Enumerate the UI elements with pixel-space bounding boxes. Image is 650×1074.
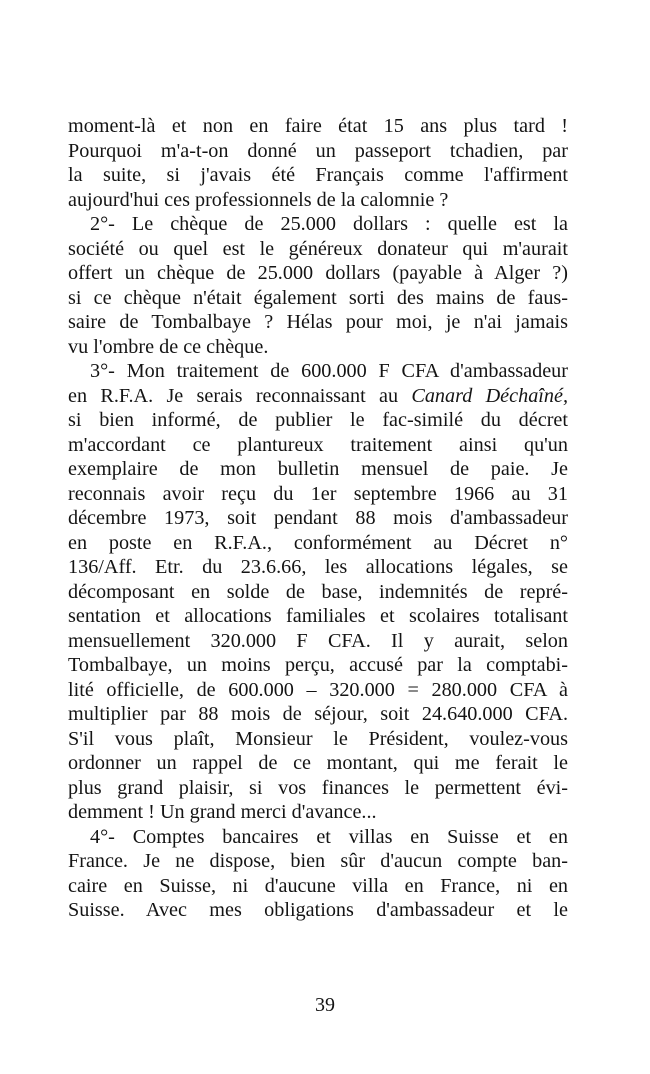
text-line: vu l'ombre de ce chèque. bbox=[68, 335, 269, 358]
text-line: 3°- Mon traitement de 600.000 F CFA d'ambassadeur bbox=[90, 360, 568, 382]
text-line: décembre 1973, soit pendant 88 mois d'ambassadeur bbox=[68, 507, 568, 529]
text-line: moment-là et non en faire état 15 ans plus tard ! bbox=[68, 115, 568, 137]
text-line: exemplaire de mon bulletin mensuel de paie. Je bbox=[68, 458, 568, 480]
text-line: ordonner un rappel de ce montant, qui me ferait le bbox=[68, 752, 568, 774]
body-text bbox=[68, 114, 568, 923]
text-line: si ce chèque n'était également sorti des mains de faus- bbox=[68, 286, 568, 309]
text-line: sentation et allocations familiales et scolaires totalisant bbox=[68, 605, 568, 627]
text-line: aujourd'hui ces professionnels de la calomnie ? bbox=[68, 188, 449, 211]
text-line: plus grand plaisir, si vos finances le permettent évi- bbox=[68, 776, 568, 799]
text-line bbox=[68, 384, 568, 409]
text-line-segment: en R.F.A. Je serais reconnaissant au bbox=[68, 384, 412, 407]
italic-title: Canard Déchaîné, bbox=[411, 384, 569, 407]
page-number: 39 bbox=[315, 994, 335, 1016]
text-line: société ou quel est le généreux donateur qui m'aurait bbox=[68, 237, 568, 260]
text-line: en poste en R.F.A., conformément au Décret n° bbox=[68, 531, 568, 554]
text-line: si bien informé, de publier le fac-similé du décret bbox=[68, 409, 568, 431]
text-line: m'accordant ce plantureux traitement ainsi qu'un bbox=[68, 433, 568, 456]
text-line: France. Je ne dispose, bien sûr d'aucun compte ban- bbox=[68, 850, 568, 872]
text-line: Pourquoi m'a-t-on donné un passeport tchadien, par bbox=[68, 139, 568, 162]
text-line: 4°- Comptes bancaires et villas en Suisse et en bbox=[90, 825, 568, 848]
text-line: 136/Aff. Etr. du 23.6.66, les allocations légales, se bbox=[68, 556, 568, 578]
text-line: multiplier par 88 mois de séjour, soit 24.640.000 CFA. bbox=[68, 703, 568, 725]
text-line: décomposant en solde de base, indemnités de repré- bbox=[68, 580, 568, 603]
text-line: Tombalbaye, un moins perçu, accusé par la comptabi- bbox=[68, 654, 568, 676]
text-line: S'il vous plaît, Monsieur le Président, voulez-vous bbox=[68, 727, 568, 750]
text-line: 2°- Le chèque de 25.000 dollars : quelle est la bbox=[90, 213, 568, 235]
text-line: saire de Tombalbaye ? Hélas pour moi, je n'ai jamais bbox=[68, 311, 568, 333]
text-line: Suisse. Avec mes obligations d'ambassadeur et le bbox=[68, 899, 568, 921]
text-line: caire en Suisse, ni d'aucune villa en France, ni en bbox=[68, 874, 568, 897]
text-line: offert un chèque de 25.000 dollars (payable à Alger ?) bbox=[68, 262, 568, 284]
text-line: la suite, si j'avais été Français comme l'affirment bbox=[68, 164, 568, 186]
text-line: mensuellement 320.000 F CFA. Il y aurait, selon bbox=[68, 629, 568, 652]
text-line: demment ! Un grand merci d'avance... bbox=[68, 801, 377, 823]
text-line: lité officielle, de 600.000 – 320.000 = 280.000 CFA à bbox=[68, 678, 568, 701]
text-line: reconnais avoir reçu du 1er septembre 1966 au 31 bbox=[68, 482, 568, 505]
